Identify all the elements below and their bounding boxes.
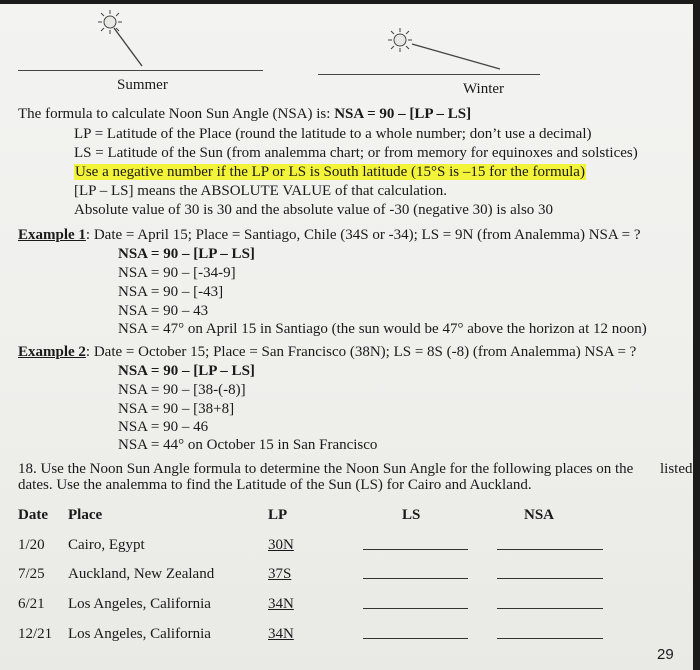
question-line-2: dates. Use the analemma to find the Latitude of the Sun (LS) for Cairo and Auckland.: [18, 477, 532, 493]
example2-line: NSA = 90 – [LP – LS]: [118, 363, 255, 379]
ls-definition: LS = Latitude of the Sun (from analemma chart; or from memory for equinoxes and solstices): [74, 145, 638, 161]
example1-header: [18, 226, 641, 244]
winter-sun-diagram: [380, 24, 540, 74]
example2-label: Example 2: [18, 344, 86, 360]
question-line-1-end: listed: [660, 461, 693, 477]
sun-icon: [388, 28, 412, 52]
nsa-answer-blank[interactable]: [497, 549, 603, 550]
example1-line: NSA = 90 – [-43]: [118, 284, 224, 300]
winter-label: Winter: [463, 81, 505, 97]
table-row-lp: 37S: [268, 566, 292, 582]
winter-horizon-line: [318, 74, 540, 75]
table-row-place: Los Angeles, California: [68, 596, 211, 612]
example1-line: NSA = 90 – 43: [118, 303, 209, 319]
summer-horizon-line: [18, 70, 263, 71]
formula-intro: [18, 105, 471, 123]
table-row-date: 6/21: [18, 596, 45, 612]
table-row-date: 12/21: [18, 626, 53, 642]
formula-equation: NSA = 90 – [LP – LS]: [334, 106, 472, 122]
negative-note: [74, 163, 586, 181]
example2-header: [18, 343, 636, 361]
summer-label: Summer: [117, 77, 168, 93]
header-place: Place: [68, 507, 103, 523]
example1-line: NSA = 90 – [-34-9]: [118, 265, 236, 281]
absolute-value-example: Absolute value of 30 is 30 and the absolute value of -30 (negative 30) is also 30: [74, 202, 554, 218]
table-row-lp: 30N: [268, 537, 294, 553]
nsa-answer-blank[interactable]: [497, 638, 603, 639]
example2-line: NSA = 44° on October 15 in San Francisco: [118, 437, 378, 453]
table-row-place: Los Angeles, California: [68, 626, 211, 642]
question-line-1: 18. Use the Noon Sun Angle formula to determine the Noon Sun Angle for the following places on the: [18, 461, 634, 477]
example1-header-text: : Date = April 15; Place = Santiago, Chile (34S or -34); LS = 9N (from Analemma) NSA = ?: [85, 227, 641, 243]
absolute-value-note: [LP – LS] means the ABSOLUTE VALUE of that calculation.: [74, 183, 448, 199]
example1-line: NSA = 47° on April 15 in Santiago (the sun would be 47° above the horizon at 12 noon): [118, 321, 647, 337]
table-row-lp: 34N: [268, 596, 294, 612]
nsa-answer-blank[interactable]: [497, 578, 603, 579]
table-row-lp: 34N: [268, 626, 294, 642]
lp-definition: LP = Latitude of the Place (round the latitude to a whole number; don’t use a decimal): [74, 126, 592, 142]
ls-answer-blank[interactable]: [363, 608, 468, 609]
summer-sun-diagram: [90, 4, 210, 74]
header-lp: LP: [268, 507, 288, 523]
sun-icon: [98, 10, 122, 34]
table-row-place: Auckland, New Zealand: [68, 566, 215, 582]
table-row-date: 1/20: [18, 537, 45, 553]
header-nsa: NSA: [524, 507, 555, 523]
example2-header-text: : Date = October 15; Place = San Francisco (38N); LS = 8S (-8) (from Analemma) NSA = ?: [85, 344, 637, 360]
header-ls: LS: [402, 507, 421, 523]
example1-label: Example 1: [18, 227, 86, 243]
highlighted-text: Use a negative number if the LP or LS is South latitude (15°S is –15 for the formula): [75, 164, 585, 180]
example2-line: NSA = 90 – [38+8]: [118, 401, 235, 417]
formula-intro-text: The formula to calculate Noon Sun Angle (NSA) is:: [18, 106, 335, 122]
nsa-answer-blank[interactable]: [497, 608, 603, 609]
header-date: Date: [18, 507, 48, 523]
ls-answer-blank[interactable]: [363, 638, 468, 639]
example2-line: NSA = 90 – 46: [118, 419, 209, 435]
page-number: 29: [657, 646, 674, 663]
sun-ray-line: [114, 28, 142, 66]
ls-answer-blank[interactable]: [363, 549, 468, 550]
example2-line: NSA = 90 – [38-(-8)]: [118, 382, 246, 398]
table-row-date: 7/25: [18, 566, 45, 582]
example1-line: NSA = 90 – [LP – LS]: [118, 246, 255, 262]
worksheet-page: [0, 4, 693, 670]
ls-answer-blank[interactable]: [363, 578, 468, 579]
sun-ray-line: [412, 44, 500, 69]
table-row-place: Cairo, Egypt: [68, 537, 145, 553]
